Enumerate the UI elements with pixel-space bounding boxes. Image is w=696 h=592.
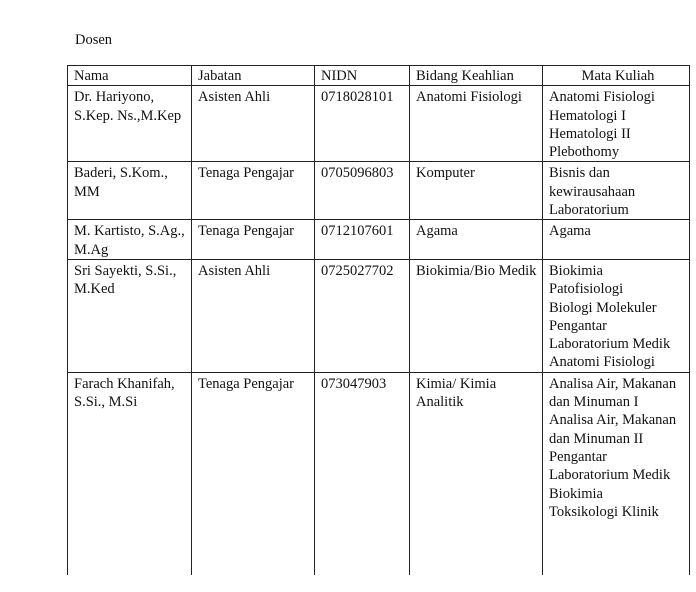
cell-mata-kuliah <box>543 162 690 220</box>
mata-kuliah-item: Plebothomy <box>549 144 620 161</box>
cell-jabatan: Asisten Ahli <box>192 259 315 372</box>
cell-bidang-keahlian: Agama <box>410 220 543 260</box>
cell-nama: Sri Sayekti, S.Si., M.Ked <box>68 259 192 372</box>
cell-jabatan: Tenaga Pengajar <box>192 372 315 575</box>
cell-mata-kuliah <box>543 220 690 260</box>
cell-bidang-keahlian: Anatomi Fisiologi <box>410 86 543 162</box>
page-heading: Dosen <box>75 32 113 48</box>
cell-nidn: 0718028101 <box>315 86 410 162</box>
table-row <box>68 220 690 260</box>
column-header-nama: Nama <box>68 66 192 86</box>
table-header-row <box>68 66 690 86</box>
cell-nidn: 0705096803 <box>315 162 410 220</box>
cell-nama: Dr. Hariyono, S.Kep. Ns.,M.Kep <box>68 86 192 162</box>
cell-mata-kuliah <box>543 259 690 372</box>
cell-jabatan: Tenaga Pengajar <box>192 220 315 260</box>
mata-kuliah-item: Analisa Air, Makanan dan Minuman I <box>549 375 677 411</box>
mata-kuliah-item: Pengantar Laboratorium Medik <box>549 317 671 353</box>
cell-bidang-keahlian: Kimia/ Kimia Analitik <box>410 372 543 575</box>
mata-kuliah-item: Hematologi I <box>549 107 626 124</box>
cell-jabatan: Asisten Ahli <box>192 86 315 162</box>
mata-kuliah-item: Hematologi II <box>549 125 631 142</box>
cell-bidang-keahlian: Biokimia/Bio Medik <box>410 259 543 372</box>
mata-kuliah-item: Analisa Air, Makanan dan Minuman II <box>549 412 677 447</box>
cell-nidn: 0725027702 <box>315 259 410 372</box>
mata-kuliah-item: Agama <box>549 223 591 240</box>
cell-nama: M. Kartisto, S.Ag., M.Ag <box>68 220 192 260</box>
dosen-table <box>67 65 690 575</box>
mata-kuliah-item: Anatomi Fisiologi <box>549 354 655 371</box>
mata-kuliah-item: Biokimia <box>549 485 603 502</box>
mata-kuliah-item: Bisnis dan kewirausahaan <box>549 165 636 200</box>
column-header-nidn: NIDN <box>315 66 410 86</box>
table-row <box>68 372 690 575</box>
cell-bidang-keahlian: Komputer <box>410 162 543 220</box>
cell-jabatan: Tenaga Pengajar <box>192 162 315 220</box>
mata-kuliah-item: Anatomi Fisiologi <box>549 89 655 106</box>
cell-nidn: 0712107601 <box>315 220 410 260</box>
mata-kuliah-item: Pengantar Laboratorium Medik <box>549 448 671 484</box>
cell-mata-kuliah <box>543 86 690 162</box>
mata-kuliah-item: Laboratorium <box>549 202 629 219</box>
cell-nidn: 073047903 <box>315 372 410 575</box>
table-row <box>68 259 690 372</box>
mata-kuliah-item: Biokimia <box>549 262 603 279</box>
cell-nama: Baderi, S.Kom., MM <box>68 162 192 220</box>
cell-nama: Farach Khanifah, S.Si., M.Si <box>68 372 192 575</box>
table-row <box>68 162 690 220</box>
mata-kuliah-item: Patofisiologi <box>549 281 624 298</box>
table-row <box>68 86 690 162</box>
mata-kuliah-item: Biologi Molekuler <box>549 299 657 316</box>
column-header-bidang-keahlian: Bidang Keahlian <box>410 66 543 86</box>
column-header-jabatan: Jabatan <box>192 66 315 86</box>
mata-kuliah-item: Toksikologi Klinik <box>549 503 659 520</box>
column-header-mata-kuliah: Mata Kuliah <box>543 66 690 86</box>
cell-mata-kuliah <box>543 372 690 575</box>
